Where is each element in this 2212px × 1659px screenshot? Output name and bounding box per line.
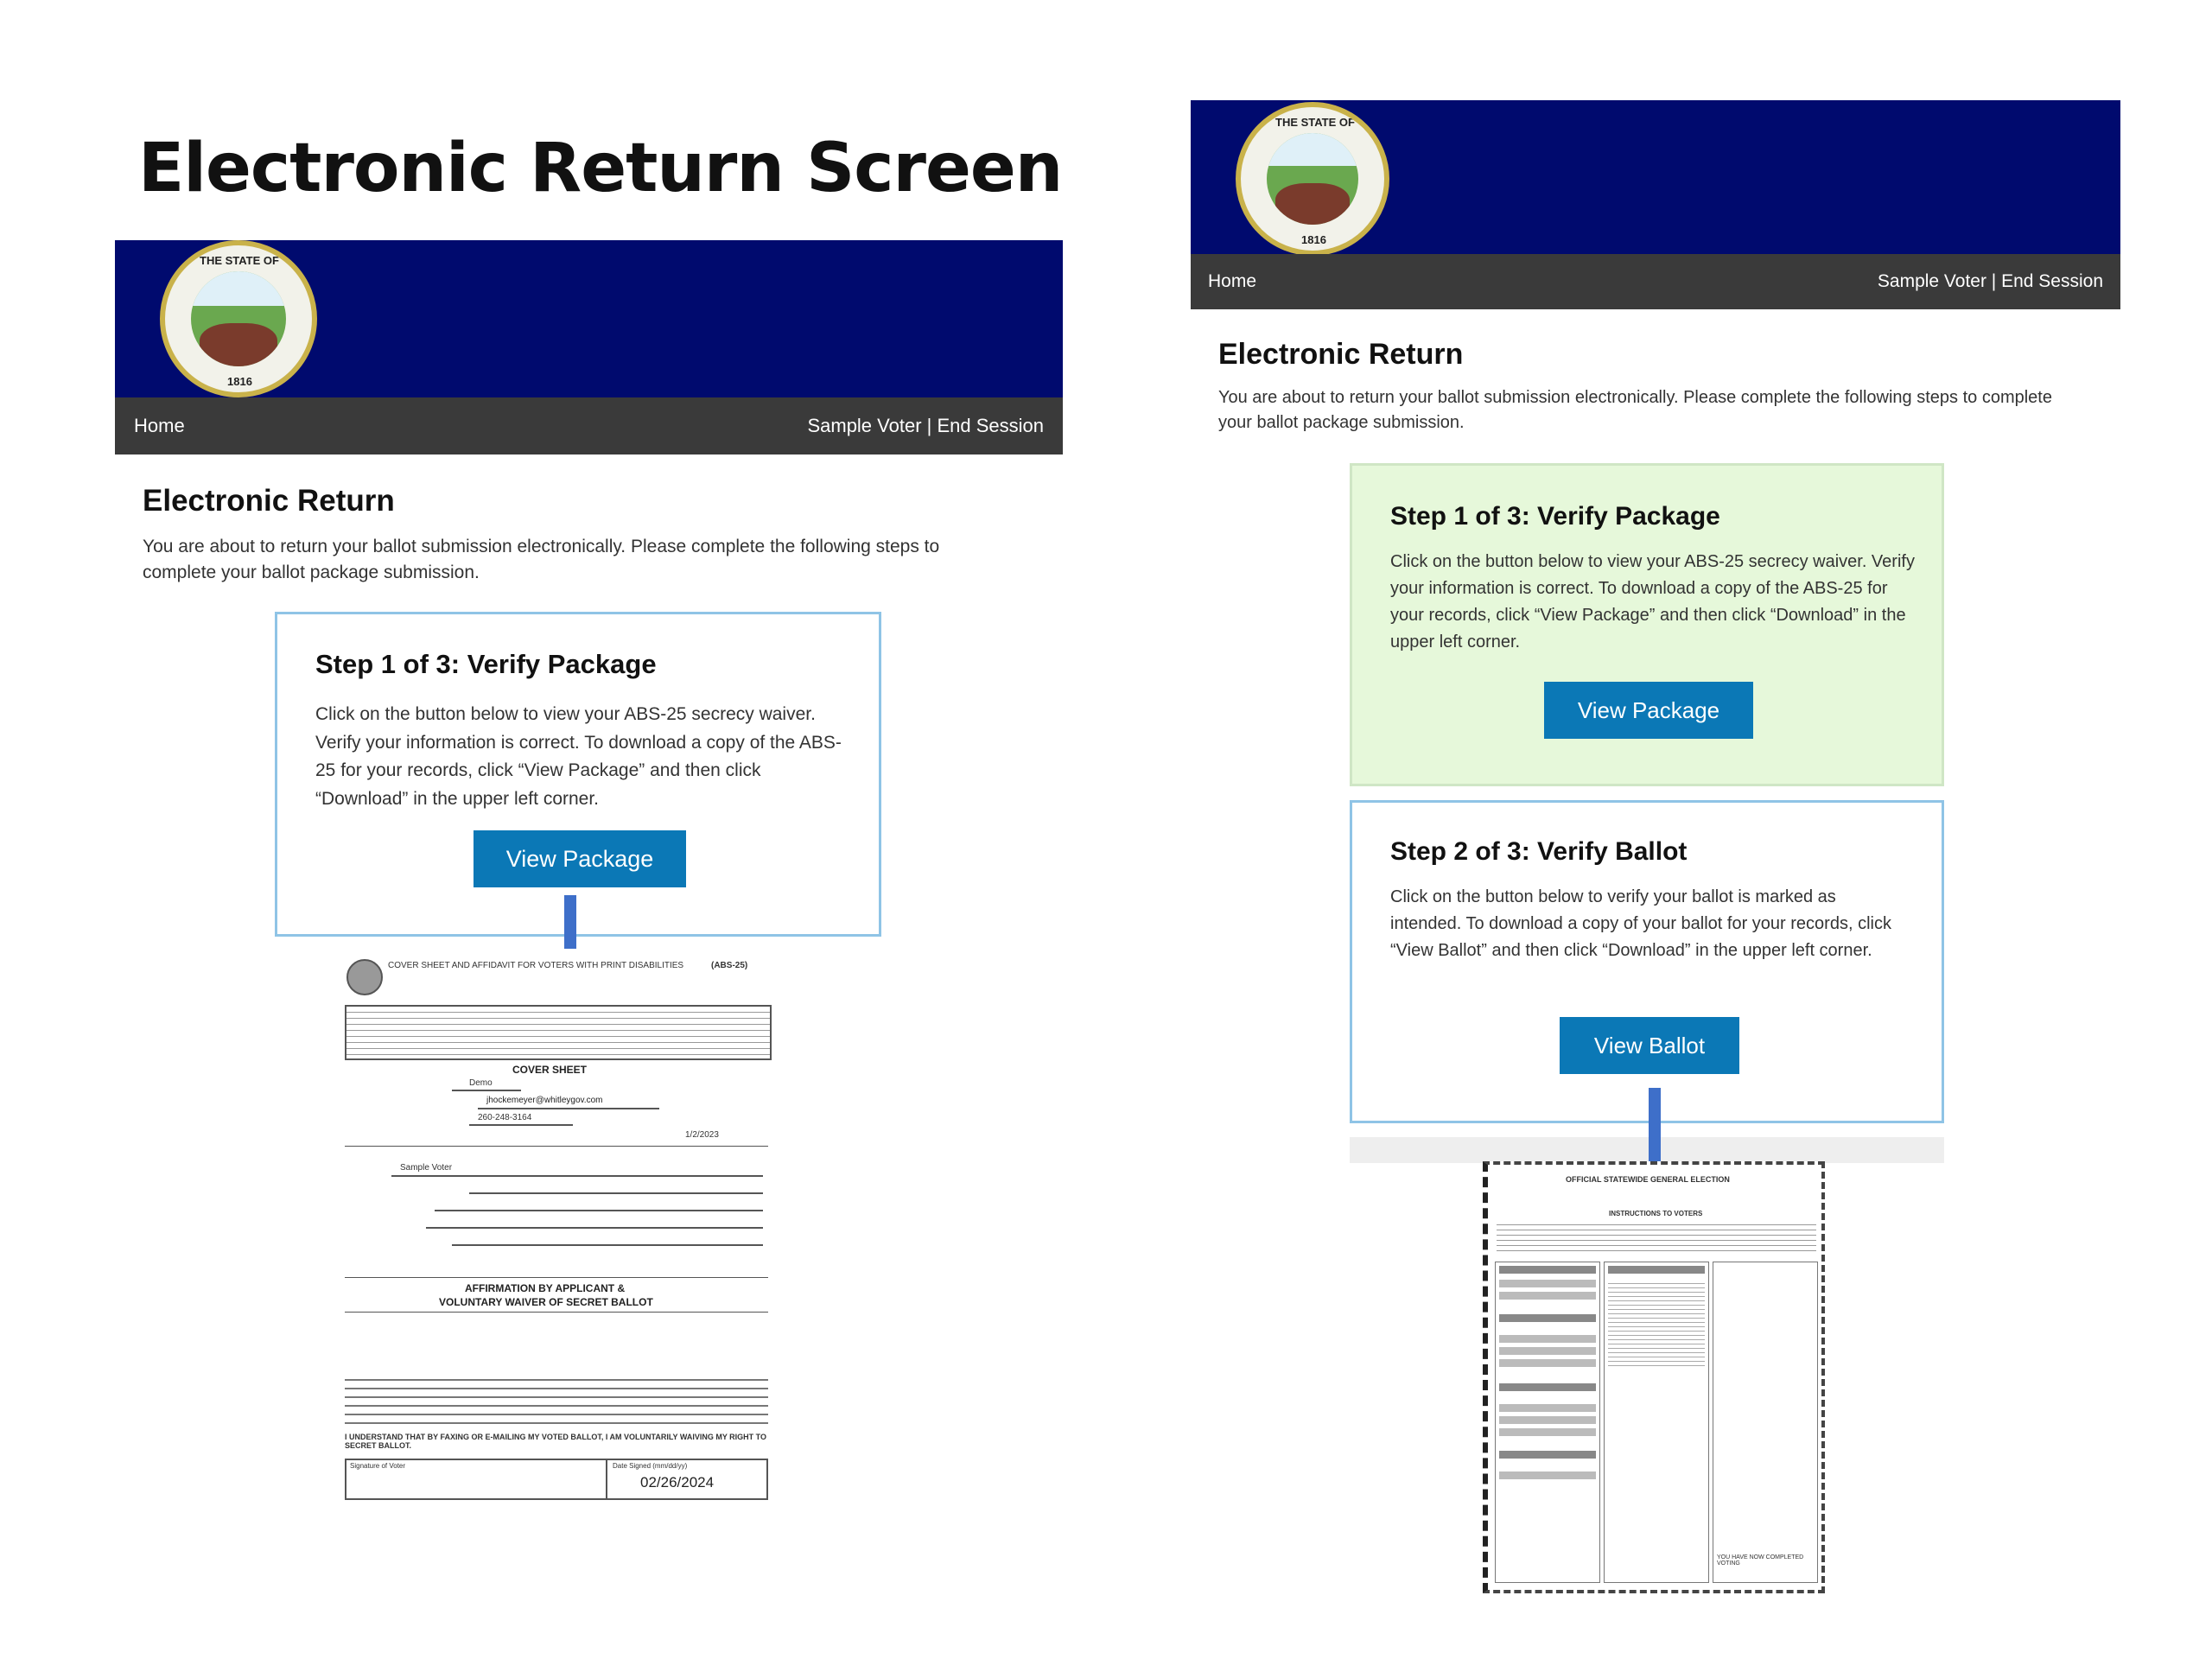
step1-body: Click on the button below to view your ABS-25 secrecy waiver. Verify your information is correct. To download a copy of the ABS-25 for your records, click “View Package” and then click “Download” in the upper left corner.: [1390, 552, 1915, 652]
left-screenshot: [115, 240, 1063, 1510]
seal-text-top: THE STATE OF: [1275, 116, 1355, 129]
nav-user-session[interactable]: Sample Voter | End Session: [807, 415, 1044, 436]
view-package-button[interactable]: View Package: [474, 830, 686, 887]
step2-body: Click on the button below to verify your ballot is marked as intended. To download a copy of your ballot for your records, click “View Ballot” and then click “Download” in the upper left corner.: [1390, 887, 1891, 960]
abs25-document-preview: [340, 949, 772, 1510]
ballot-column-left: [1495, 1262, 1600, 1583]
state-seal-logo: [160, 240, 317, 397]
date-label: Date Signed (mm/dd/yy): [613, 1462, 688, 1470]
fax-value: 260-248-3164: [478, 1113, 532, 1122]
right-screenshot: [1191, 100, 2120, 1604]
seal-year: 1816: [227, 375, 252, 388]
page-heading: Electronic Return: [143, 484, 395, 518]
step1-card: [275, 612, 881, 937]
step2-title: Step 2 of 3: Verify Ballot: [1390, 837, 1688, 866]
page-intro: You are about to return your ballot submission electronically. Please complete the following steps to complete your ballot package submission.: [1218, 388, 2052, 432]
ballot-preview: [1483, 1161, 1825, 1593]
signature-box: [345, 1459, 768, 1500]
step1-title: Step 1 of 3: Verify Package: [1390, 502, 1720, 531]
step1-title: Step 1 of 3: Verify Package: [315, 649, 657, 679]
date-signed-value: 02/26/2024: [640, 1474, 715, 1491]
view-package-button[interactable]: View Package: [1544, 682, 1753, 739]
document-seal-icon: [346, 959, 383, 995]
ballot-title: OFFICIAL STATEWIDE GENERAL ELECTION: [1566, 1175, 1730, 1184]
view-ballot-button[interactable]: View Ballot: [1560, 1017, 1739, 1074]
step2-card: [1350, 800, 1944, 1123]
seal-text-top: THE STATE OF: [200, 254, 279, 267]
election-date-value: 1/2/2023: [685, 1130, 719, 1140]
top-navbar: [1191, 254, 2120, 309]
county-value: Demo: [469, 1078, 493, 1088]
waiver-statement: I UNDERSTAND THAT BY FAXING OR E-MAILING MY VOTED BALLOT, I AM VOLUNTARILY WAIVING MY RIGHT TO SECRET BALLOT.: [345, 1433, 767, 1450]
document-form-code: (ABS-25): [711, 961, 748, 970]
nav-home-link[interactable]: Home: [134, 415, 185, 436]
affirmation-subtitle: VOLUNTARY WAIVER OF SECRET BALLOT: [439, 1296, 653, 1308]
cover-sheet-heading: COVER SHEET: [512, 1064, 588, 1076]
nav-home-link[interactable]: Home: [1208, 271, 1257, 291]
state-seal-logo: [1236, 102, 1389, 256]
ballot-column-right: [1713, 1262, 1818, 1583]
affirmation-title: AFFIRMATION BY APPLICANT &: [465, 1282, 626, 1294]
page-heading: Electronic Return: [1218, 338, 1464, 371]
ballot-instructions-heading: INSTRUCTIONS TO VOTERS: [1609, 1210, 1703, 1217]
page-intro: You are about to return your ballot submission electronically. Please complete the following steps to complete your ballot package submission.: [143, 537, 940, 583]
email-value: jhockemeyer@whitleygov.com: [486, 1096, 603, 1105]
slide-title: Electronic Return Screen: [138, 130, 1063, 207]
signature-label: Signature of Voter: [350, 1462, 406, 1470]
top-navbar: [115, 397, 1063, 454]
nav-user-session[interactable]: Sample Voter | End Session: [1877, 271, 2103, 291]
step3-card-partial: [1350, 1137, 1944, 1163]
document-header: COVER SHEET AND AFFIDAVIT FOR VOTERS WITH PRINT DISABILITIES: [388, 961, 684, 970]
instructions-box: [345, 1005, 772, 1060]
ballot-completed-text: YOU HAVE NOW COMPLETED VOTING: [1717, 1554, 1804, 1567]
ballot-column-middle: [1604, 1262, 1709, 1583]
voter-name-value: Sample Voter: [400, 1163, 453, 1173]
step1-body: Click on the button below to view your ABS-25 secrecy waiver. Verify your information is correct. To download a copy of the ABS-25 for your records, click “View Package” and then click “Download” in the upper left corner.: [315, 704, 842, 809]
seal-year: 1816: [1301, 233, 1326, 246]
step1-card-completed: [1350, 463, 1944, 786]
